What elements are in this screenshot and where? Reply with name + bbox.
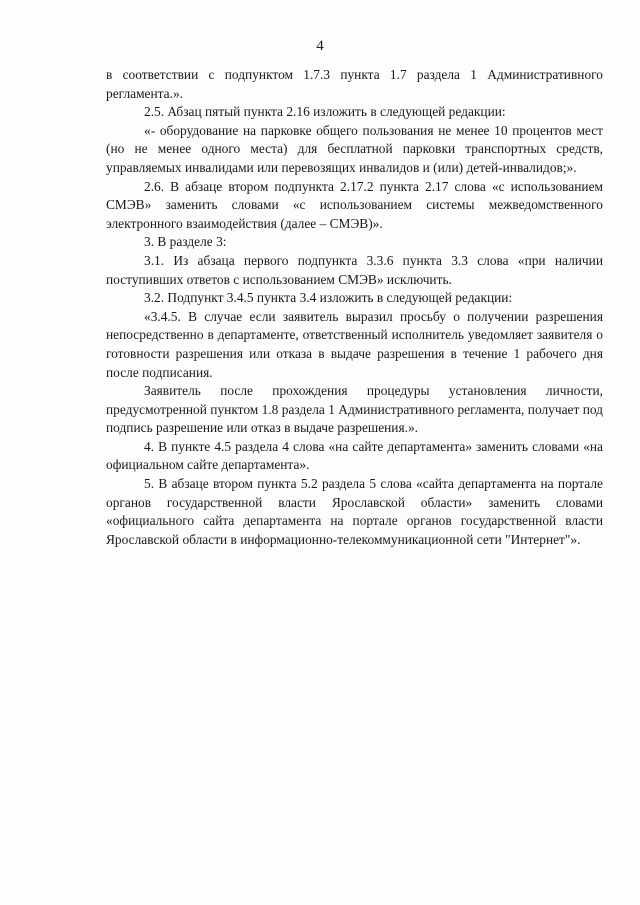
paragraph-2-5-quote: «- оборудование на парковке общего пользования не менее 10 процентов мест (но не менее одного места) для бесплатной парковки транспортных средств, управляемых инвалидами или перевозящих инвалидов и (или) детей-инвалидов;».	[106, 122, 603, 175]
paragraph-continuation: в соответствии с подпунктом 1.7.3 пункта 1.7 раздела 1 Административного регламента.».	[106, 67, 603, 101]
paragraph-4: 4. В пункте 4.5 раздела 4 слова «на сайте департамента» заменить словами «на официальном сайте департамента».	[106, 438, 603, 473]
paragraph-3-1: 3.1. Из абзаца первого подпункта 3.3.6 пункта 3.3 слова «при наличии поступивших ответов с использованием СМЭВ» исключить.	[106, 252, 603, 287]
paragraph-2-5: 2.5. Абзац пятый пункта 2.16 изложить в следующей редакции:	[144, 104, 506, 120]
paragraph-applicant: Заявитель после прохождения процедуры установления личности, предусмотренной пунктом 1.8 раздела 1 Административного регламента, получает под подпись разрешение или отказ в выдаче разрешения.».	[106, 383, 603, 436]
paragraph-2-6: 2.6. В абзаце втором подпункта 2.17.2 пункта 2.17 слова «с использованием СМЭВ» заменить словами «с использованием системы межведомственного электронного взаимодействия (далее – СМЭВ)».	[106, 178, 603, 231]
paragraph-3-2: 3.2. Подпункт 3.4.5 пункта 3.4 изложить в следующей редакции:	[144, 290, 513, 306]
paragraph-3-4-5-quote: «3.4.5. В случае если заявитель выразил просьбу о получении разрешения непосредственно в департаменте, ответственный исполнитель уведомляет заявителя о готовности разрешения или отказа в выдаче разрешения в течение 1 рабочего дня после подписания.	[106, 308, 603, 380]
paragraph-5: 5. В абзаце втором пункта 5.2 раздела 5 слова «сайта департамента на портале органов государственной власти Ярославской области» заменить словами «официального сайта департамента на портале органов государственной власти Ярославской области в информационно-телекоммуникационной сети "Интернет"».	[106, 476, 603, 547]
document-body	[106, 66, 603, 549]
paragraph-3: 3. В разделе 3:	[144, 234, 227, 250]
page-number: 4	[316, 38, 324, 54]
